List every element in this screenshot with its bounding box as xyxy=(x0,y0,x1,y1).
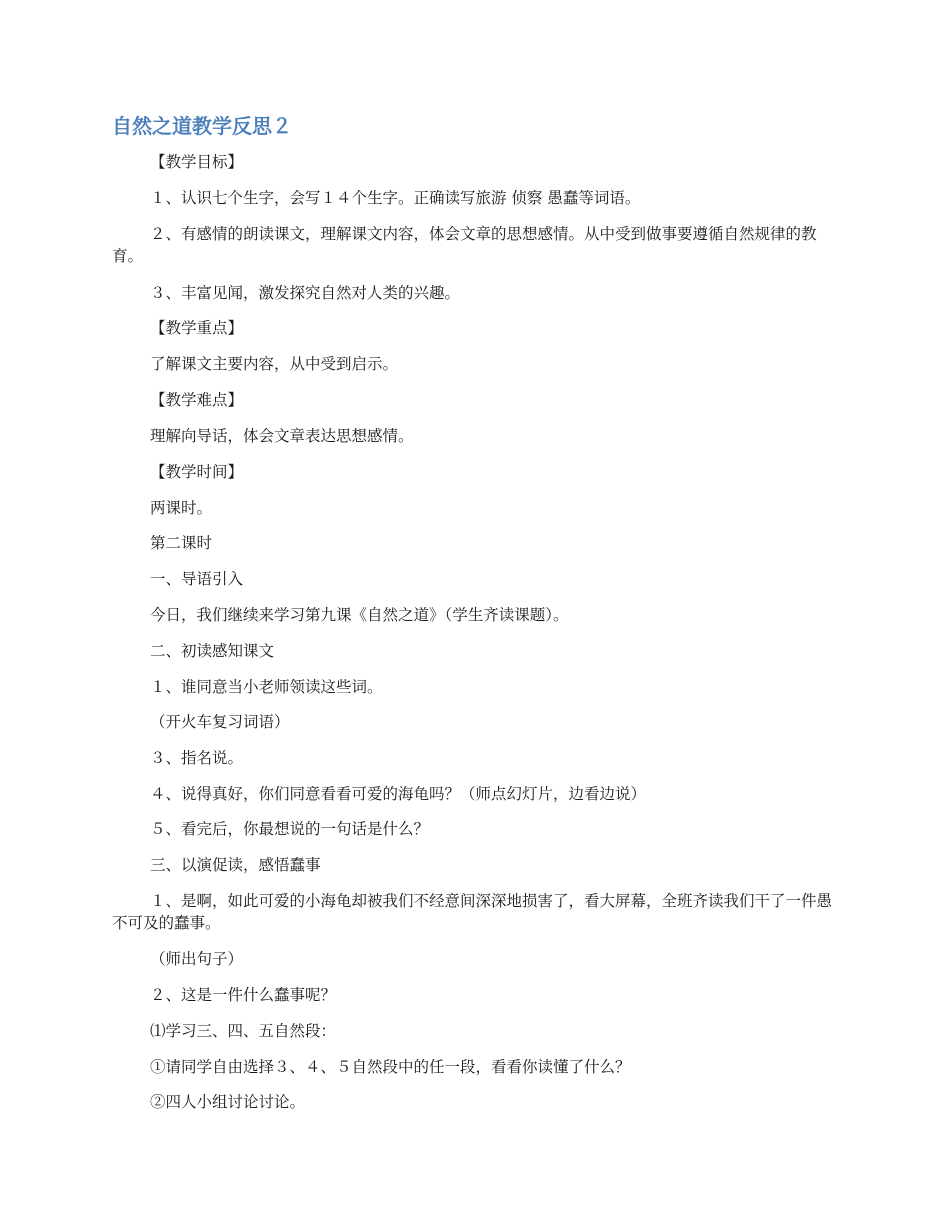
paragraph: 两课时。 xyxy=(150,499,213,517)
paragraph: 第二课时 xyxy=(150,534,213,552)
paragraph: ３、丰富见闻，激发探究自然对人类的兴趣。 xyxy=(150,284,461,302)
paragraph: １、认识七个生字，会写１４个生字。正确读写旅游 侦察 愚蠢等词语。 xyxy=(150,189,641,207)
paragraph: ４、说得真好，你们同意看看可爱的海龟吗？（师点幻灯片，边看边说） xyxy=(150,785,647,803)
section-heading-time: 【教学时间】 xyxy=(150,463,244,481)
paragraph: ②四人小组讨论讨论。 xyxy=(150,1093,306,1111)
paragraph: （开火车复习词语） xyxy=(150,713,290,731)
paragraph: 理解向导话，体会文章表达思想感情。 xyxy=(150,427,414,445)
paragraph: ⑴学习三、四、五自然段： xyxy=(150,1022,337,1040)
paragraph: ３、指名说。 xyxy=(150,749,244,767)
paragraph: １、谁同意当小老师领读这些词。 xyxy=(150,678,383,696)
section-heading-key-points: 【教学重点】 xyxy=(150,319,244,337)
paragraph: ２、有感情的朗读课文，理解课文内容，体会文章的思想感情。从中受到做事要遵循自然规律的教育。 xyxy=(112,225,817,265)
paragraph: 一、导语引入 xyxy=(150,570,244,588)
paragraph: ２、这是一件什么蠢事呢？ xyxy=(150,986,337,1004)
paragraph: （师出句子） xyxy=(150,950,244,968)
paragraph: ５、看完后，你最想说的一句话是什么？ xyxy=(150,820,430,838)
paragraph: 三、以演促读，感悟蠢事 xyxy=(150,856,321,874)
document-title: 自然之道教学反思２ xyxy=(112,114,292,138)
paragraph: ①请同学自由选择３、４、５自然段中的任一段，看看你读懂了什么？ xyxy=(150,1058,631,1076)
section-heading-objectives: 【教学目标】 xyxy=(150,153,244,171)
paragraph: 二、初读感知课文 xyxy=(150,642,275,660)
paragraph: １、是啊，如此可爱的小海龟却被我们不经意间深深地损害了，看大屏幕，全班齐读我们干了一件愚不可及的蠢事。 xyxy=(112,892,833,932)
section-heading-difficulties: 【教学难点】 xyxy=(150,391,244,409)
paragraph: 今日，我们继续来学习第九课《自然之道》（学生齐读课题）。 xyxy=(150,606,569,624)
paragraph: 了解课文主要内容，从中受到启示。 xyxy=(150,355,399,373)
